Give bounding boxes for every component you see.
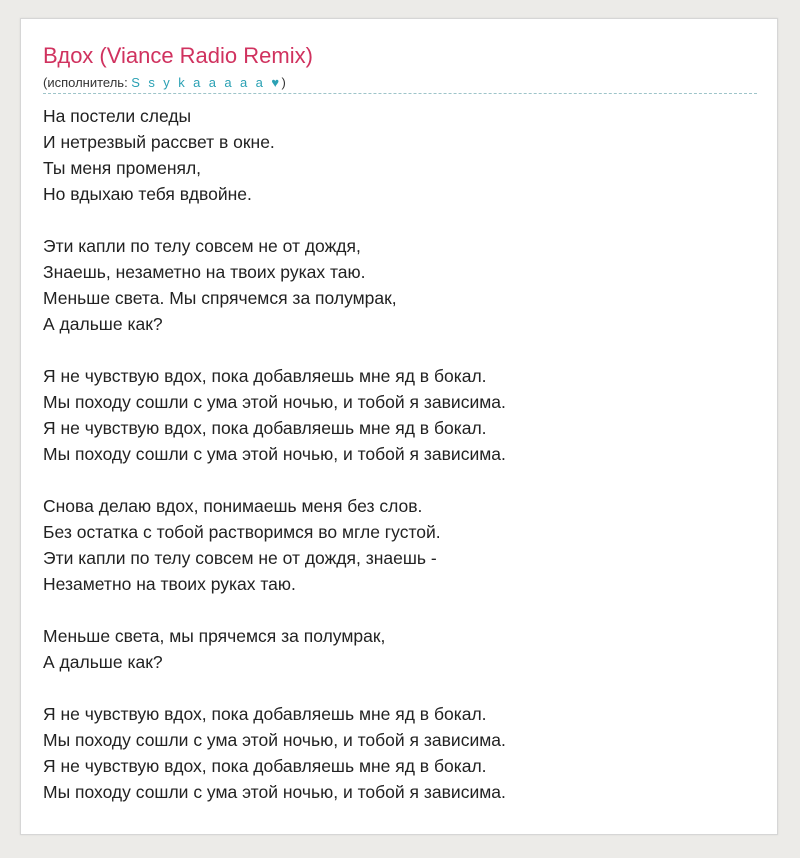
lyrics-stanza	[43, 233, 757, 337]
lyrics-text	[43, 103, 757, 805]
lyrics-stanza	[43, 493, 757, 597]
lyrics-line: Я не чувствую вдох, пока добавляешь мне яд в бокал.	[43, 756, 487, 776]
lyrics-line: А дальше как?	[43, 314, 163, 334]
lyrics-card	[20, 18, 778, 835]
artist-suffix: )	[281, 75, 286, 90]
song-title: Вдох (Viance Radio Remix)	[43, 43, 313, 68]
lyrics-line: Мы походу сошли с ума этой ночью, и тобой я зависима.	[43, 444, 506, 464]
artist-link[interactable]: S s y k a a a a a ♥	[131, 75, 282, 90]
lyrics-line: Ты меня променял,	[43, 158, 202, 178]
lyrics-line: Снова делаю вдох, понимаешь меня без слов.	[43, 496, 423, 516]
lyrics-line: Знаешь, незаметно на твоих руках таю.	[43, 262, 366, 282]
lyrics-line: Меньше света, мы прячемся за полумрак,	[43, 626, 386, 646]
lyrics-line: И нетрезвый рассвет в окне.	[43, 132, 275, 152]
lyrics-line: Незаметно на твоих руках таю.	[43, 574, 296, 594]
artist-prefix: (исполнитель:	[43, 75, 132, 90]
lyrics-line: Эти капли по телу совсем не от дождя,	[43, 236, 361, 256]
lyrics-stanza	[43, 103, 757, 207]
lyrics-line: Мы походу сошли с ума этой ночью, и тобой я зависима.	[43, 730, 506, 750]
lyrics-line: Мы походу сошли с ума этой ночью, и тобой я зависима.	[43, 392, 506, 412]
lyrics-line: Я не чувствую вдох, пока добавляешь мне яд в бокал.	[43, 704, 487, 724]
artist-line	[43, 74, 757, 94]
lyrics-line: Эти капли по телу совсем не от дождя, знаешь -	[43, 548, 437, 568]
lyrics-line: А дальше как?	[43, 652, 163, 672]
lyrics-line: Без остатка с тобой растворимся во мгле густой.	[43, 522, 441, 542]
lyrics-stanza	[43, 623, 757, 675]
lyrics-line: Меньше света. Мы спрячемся за полумрак,	[43, 288, 397, 308]
lyrics-stanza	[43, 701, 757, 805]
lyrics-line: На постели следы	[43, 106, 192, 126]
lyrics-line: Я не чувствую вдох, пока добавляешь мне яд в бокал.	[43, 366, 487, 386]
lyrics-card-content	[43, 41, 757, 805]
lyrics-line: Я не чувствую вдох, пока добавляешь мне яд в бокал.	[43, 418, 487, 438]
lyrics-line: Но вдыхаю тебя вдвойне.	[43, 184, 252, 204]
lyrics-stanza	[43, 363, 757, 467]
lyrics-line: Мы походу сошли с ума этой ночью, и тобой я зависима.	[43, 782, 506, 802]
